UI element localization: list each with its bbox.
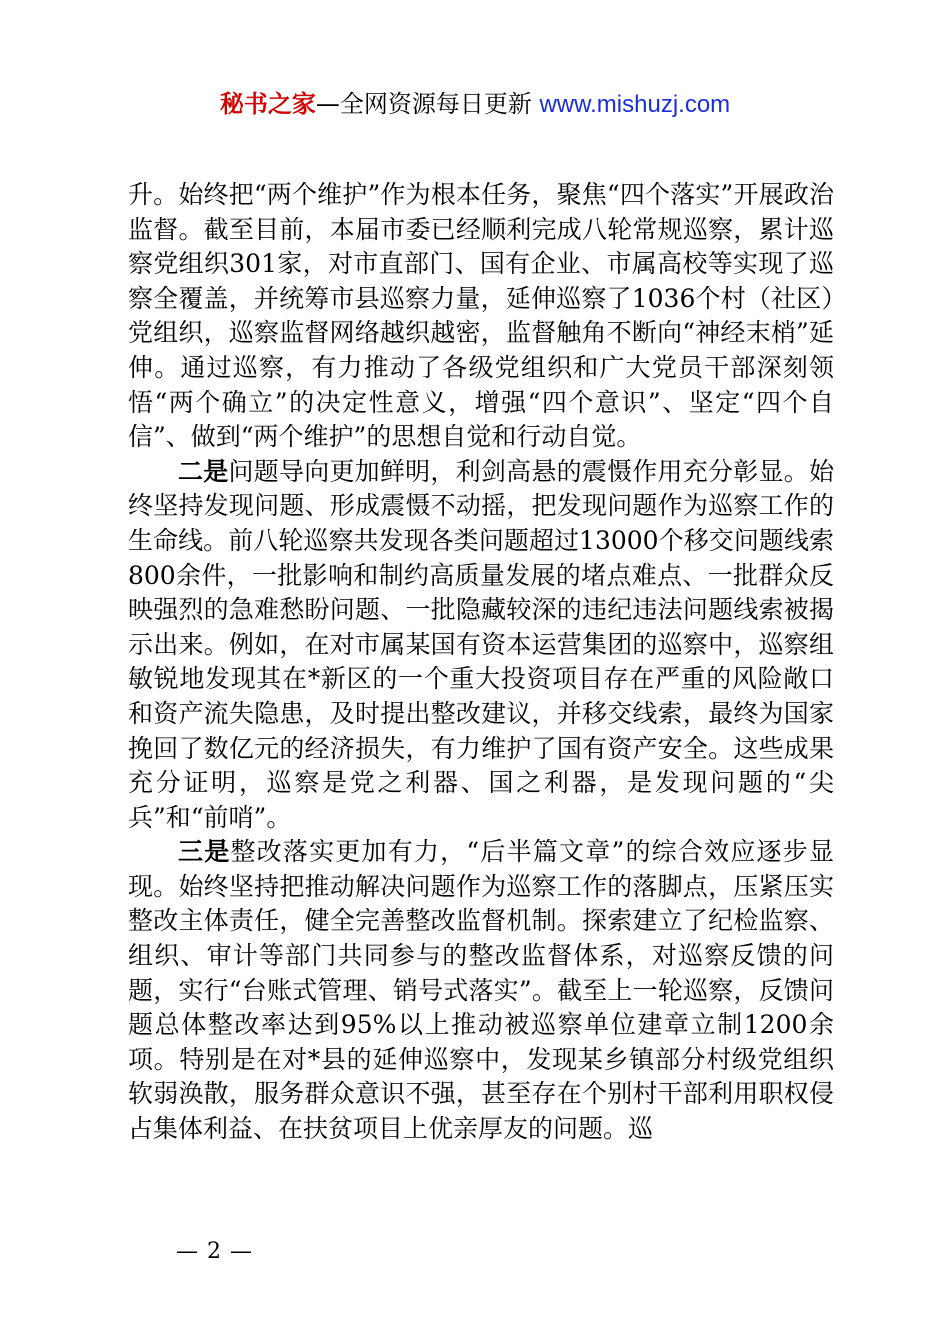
paragraph-lead: 三是 (178, 837, 231, 867)
site-url-link[interactable]: www.mishuzj.com (539, 91, 731, 118)
header-tagline: —全网资源每日更新 (315, 90, 532, 118)
paragraph-continuation (128, 178, 834, 455)
paragraph-text: 问题导向更加鲜明，利剑高悬的震慑作用充分彰显。始终坚持发现问题、形成震慑不动摇，把发现问题作为巡察工作的生命线。前八轮巡察共发现各类问题超过13000个移交问题线索800余件，一批影响和制约高质量发展的堵点难点、一批群众反映强烈的急难愁盼问题、一批隐藏较深的违纪违法问题线索被揭示出来。例如，在对市属某国有资本运营集团的巡察中，巡察组敏锐地发现其在*新区的一个重大投资项目存在严重的风险敞口和资产流失隐患，及时提出整改建议，并移交线索，最终为国家挽回了数亿元的经济损失，有力维护了国有资产安全。这些成果充分证明，巡察是党之利器、国之利器，是发现问题的“尖兵”和“前哨”。 (128, 456, 834, 832)
paragraph-three (128, 835, 834, 1146)
paragraph-text: 升。始终把“两个维护”作为根本任务，聚焦“四个落实”开展政治监督。截至目前，本届市委已经顺利完成八轮常规巡察，累计巡察党组织301家，对市直部门、国有企业、市属高校等实现了巡察全覆盖，并统筹市县巡察力量，延伸巡察了1036个村（社区）党组织，巡察监督网络越织越密，监督触角不断向“神经末梢”延伸。通过巡察，有力推动了各级党组织和广大党员干部深刻领悟“两个确立”的决定性意义，增强“四个意识”、坚定“四个自信”、做到“两个维护”的思想自觉和行动自觉。 (128, 180, 834, 452)
paragraph-lead: 二是 (178, 456, 229, 486)
paragraph-text: 整改落实更加有力，“后半篇文章”的综合效应逐步显现。始终坚持把推动解决问题作为巡察工作的落脚点，压紧压实整改主体责任，健全完善整改监督机制。探索建立了纪检监察、组织、审计等部门共同参与的整改监督体系，对巡察反馈的问题，实行“台账式管理、销号式落实”。截至上一轮巡察，反馈问题总体整改率达到95%以上推动被巡察单位建章立制1200余项。特别是在对*县的延伸巡察中，发现某乡镇部分村级党组织软弱涣散，服务群众意识不强，甚至存在个别村干部利用职权侵占集体利益、在扶贫项目上优亲厚友的问题。巡 (128, 837, 834, 1144)
site-header (0, 88, 950, 121)
page-number: — 2 — (176, 1239, 253, 1264)
document-body (128, 178, 834, 1147)
brand-name: 秘书之家 (219, 90, 316, 118)
paragraph-two (128, 455, 834, 836)
